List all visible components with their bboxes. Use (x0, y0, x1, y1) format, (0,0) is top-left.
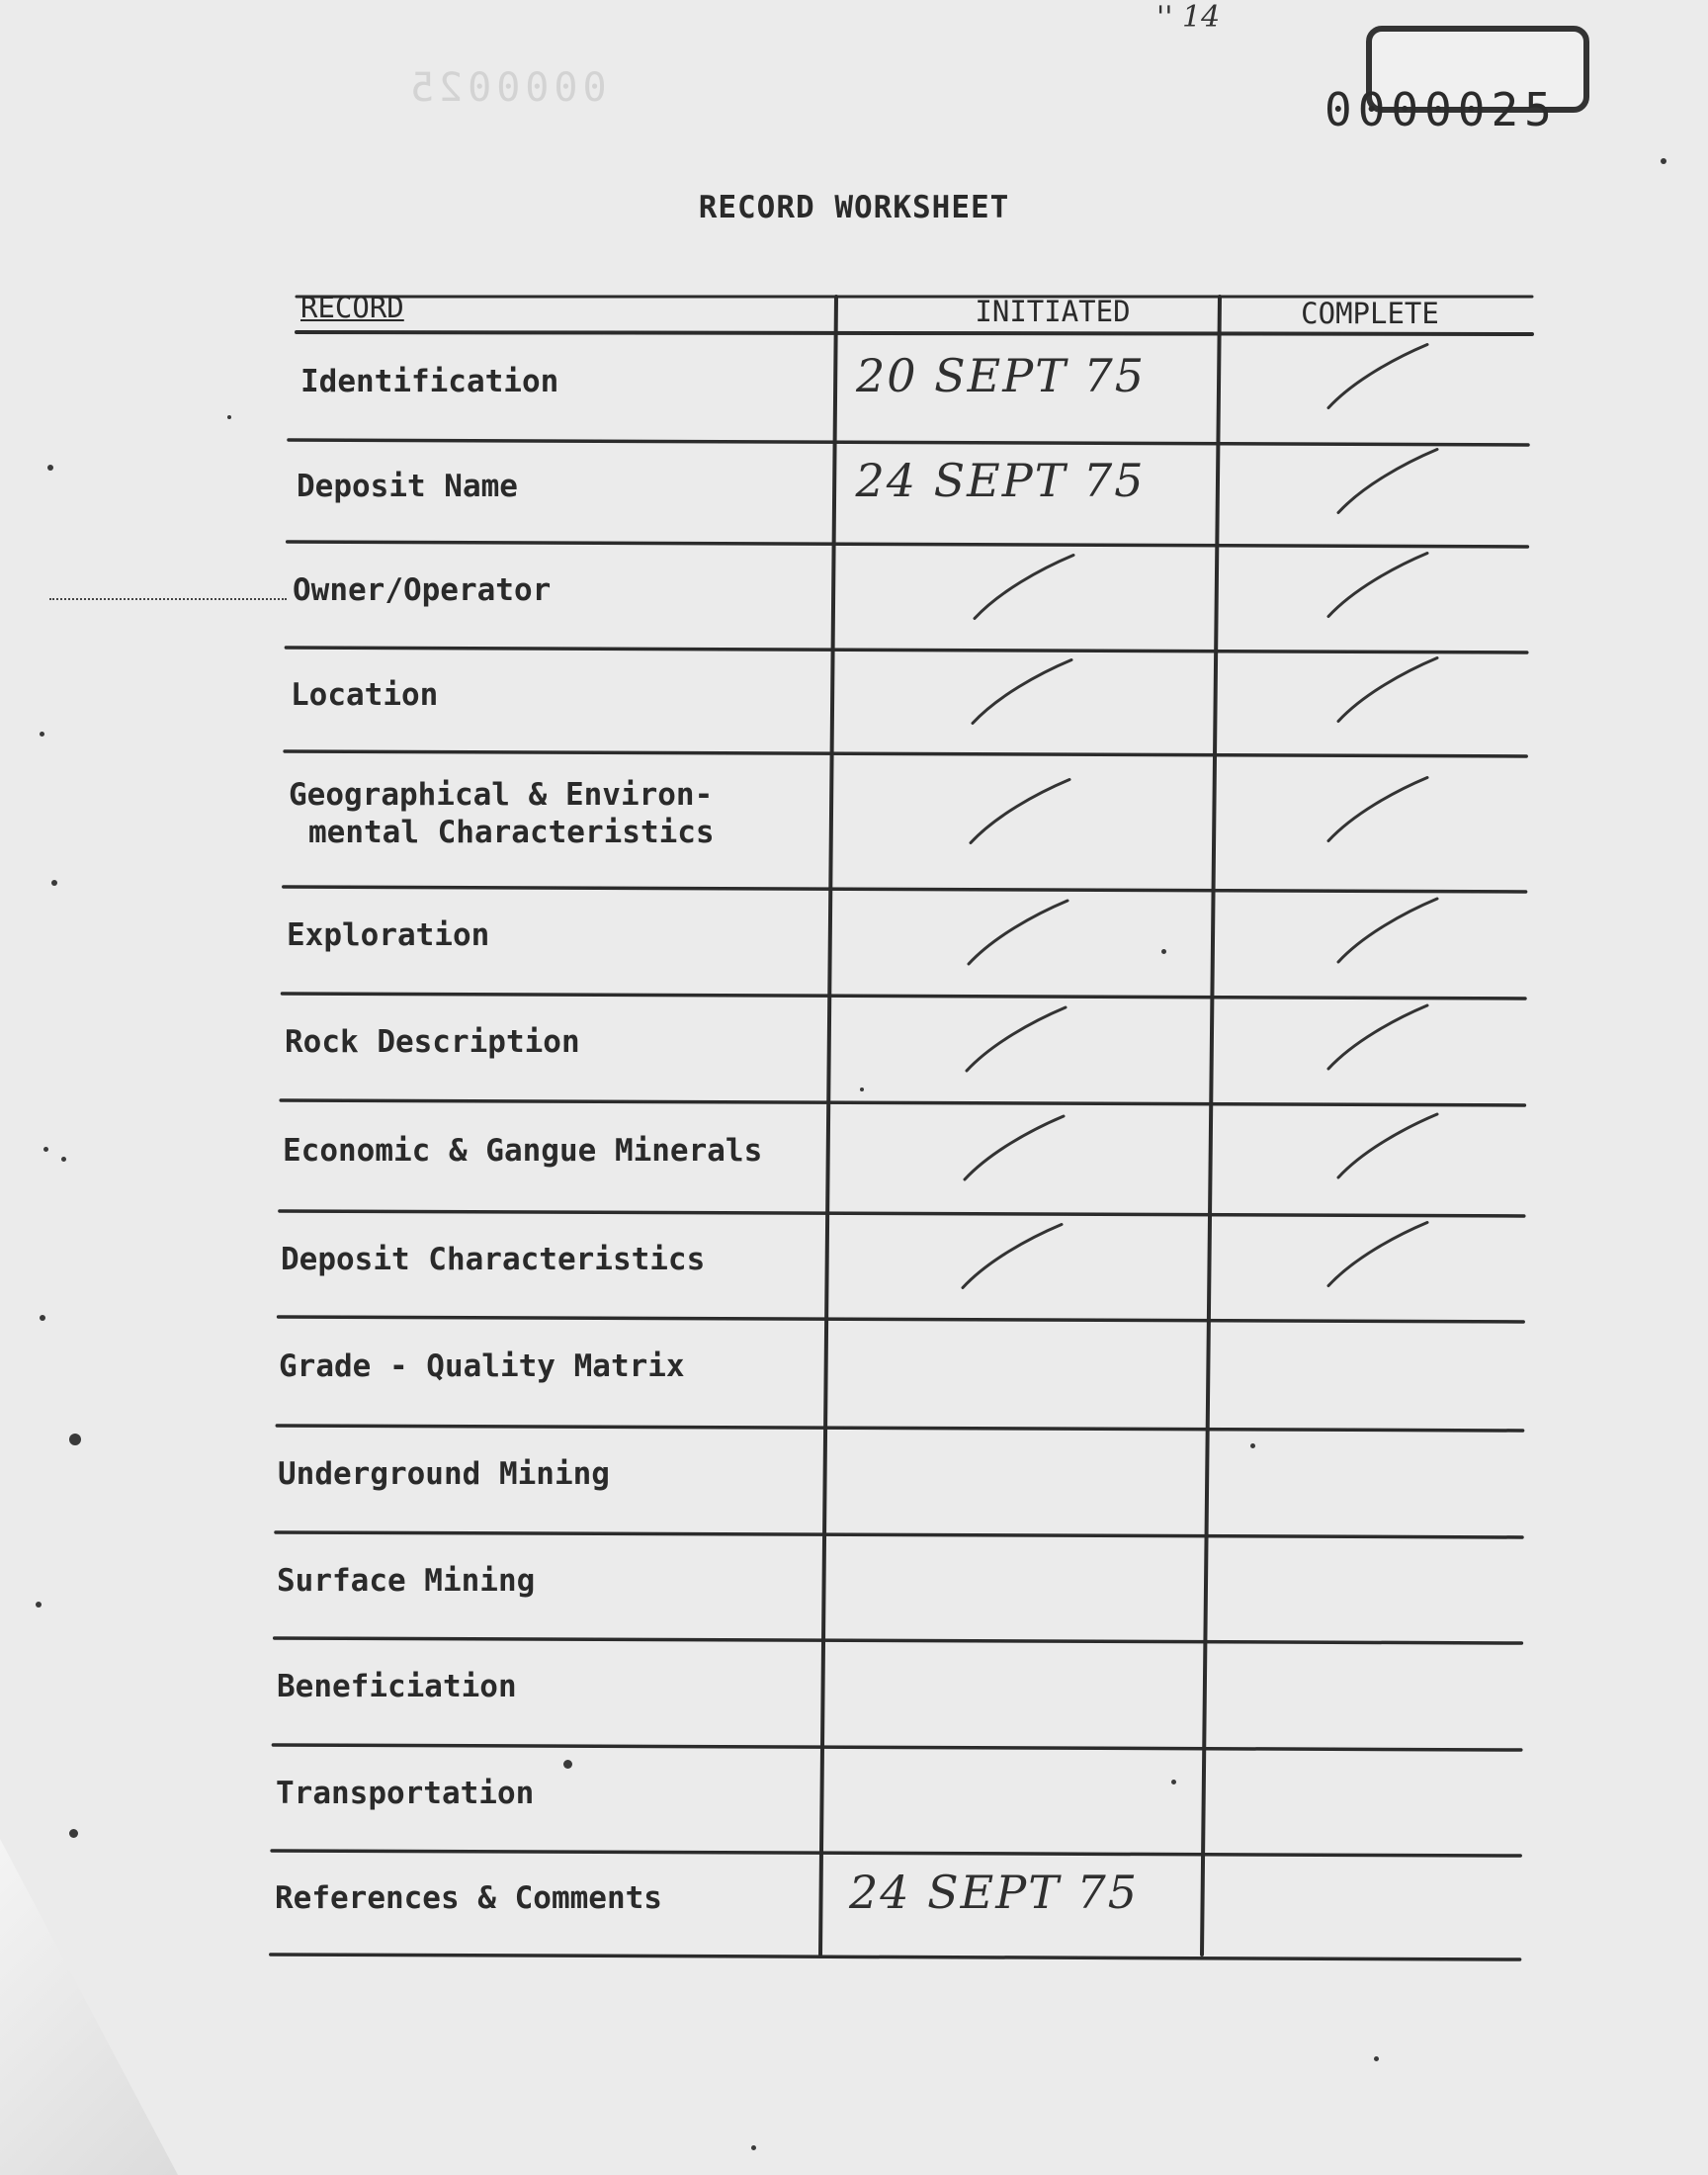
scan-speck (860, 1088, 864, 1091)
row-label: Surface Mining (277, 1562, 536, 1599)
scan-speck (40, 732, 44, 737)
scan-speck (1171, 1780, 1176, 1784)
row-label: Exploration (287, 917, 490, 953)
row-label: Underground Mining (278, 1456, 610, 1492)
check-mark-icon (1328, 345, 1427, 408)
check-mark-icon (969, 901, 1068, 964)
initiated-date: 24 SEPT 75 (855, 453, 1146, 507)
row-label-line1: Geographical & Environ- (289, 776, 714, 813)
scan-speck (1161, 949, 1166, 954)
scan-speck (1374, 2056, 1379, 2061)
initiated-date: 20 SEPT 75 (856, 348, 1147, 402)
row-label: Rock Description (285, 1024, 580, 1060)
scan-speck (47, 465, 53, 471)
row-label: Location (291, 676, 439, 713)
row-label: Beneficiation (277, 1669, 517, 1704)
handwritten-page-marks: '' 14 (1156, 0, 1221, 35)
scan-speck (51, 880, 57, 886)
scan-speck (36, 1602, 42, 1608)
row-label: Deposit Name (297, 468, 518, 504)
row-label: Transportation (276, 1775, 535, 1811)
check-mark-icon (1338, 450, 1437, 513)
scan-speck (227, 415, 231, 419)
check-mark-icon (1328, 1223, 1427, 1286)
check-mark-icon (973, 660, 1071, 724)
page-title: RECORD WORKSHEET (698, 190, 1010, 225)
row-label-line2: mental Characteristics (308, 814, 715, 850)
column-header-record: RECORD (300, 291, 404, 324)
row-label: Deposit Characteristics (281, 1241, 706, 1277)
scan-speck (61, 1157, 66, 1162)
scan-speck (1661, 158, 1666, 164)
check-mark-icon (1338, 1114, 1437, 1177)
scan-speck (69, 1434, 81, 1445)
check-mark-icon (971, 780, 1069, 843)
check-mark-icon (1328, 1005, 1427, 1069)
check-mark-icon (975, 556, 1073, 619)
row-label: Economic & Gangue Minerals (283, 1133, 763, 1169)
check-mark-icon (963, 1225, 1062, 1288)
bleed-through-number: 0000025 (405, 65, 607, 111)
check-mark-icon (1328, 778, 1427, 841)
row-label: Grade - Quality Matrix (279, 1348, 685, 1384)
scan-speck (43, 1147, 48, 1152)
row-label: Owner/Operator (293, 571, 552, 608)
initiated-date: 24 SEPT 75 (849, 1865, 1140, 1919)
check-mark-icon (967, 1007, 1066, 1071)
check-mark-icon (1328, 554, 1427, 617)
scan-speck (69, 1829, 78, 1838)
scan-speck (40, 1315, 45, 1321)
scan-speck (751, 2145, 756, 2150)
row-label (289, 776, 715, 851)
check-mark-icon (1338, 899, 1437, 962)
column-header-initiated: INITIATED (975, 295, 1131, 328)
document-number: 0000025 (1324, 83, 1558, 136)
column-header-complete: COMPLETE (1301, 297, 1439, 330)
check-mark-icon (965, 1116, 1064, 1179)
check-mark-icon (1338, 658, 1437, 722)
row-label: Identification (300, 363, 559, 399)
row-label: References & Comments (275, 1879, 662, 1916)
scan-speck (563, 1760, 572, 1769)
scan-speck (1250, 1443, 1255, 1448)
